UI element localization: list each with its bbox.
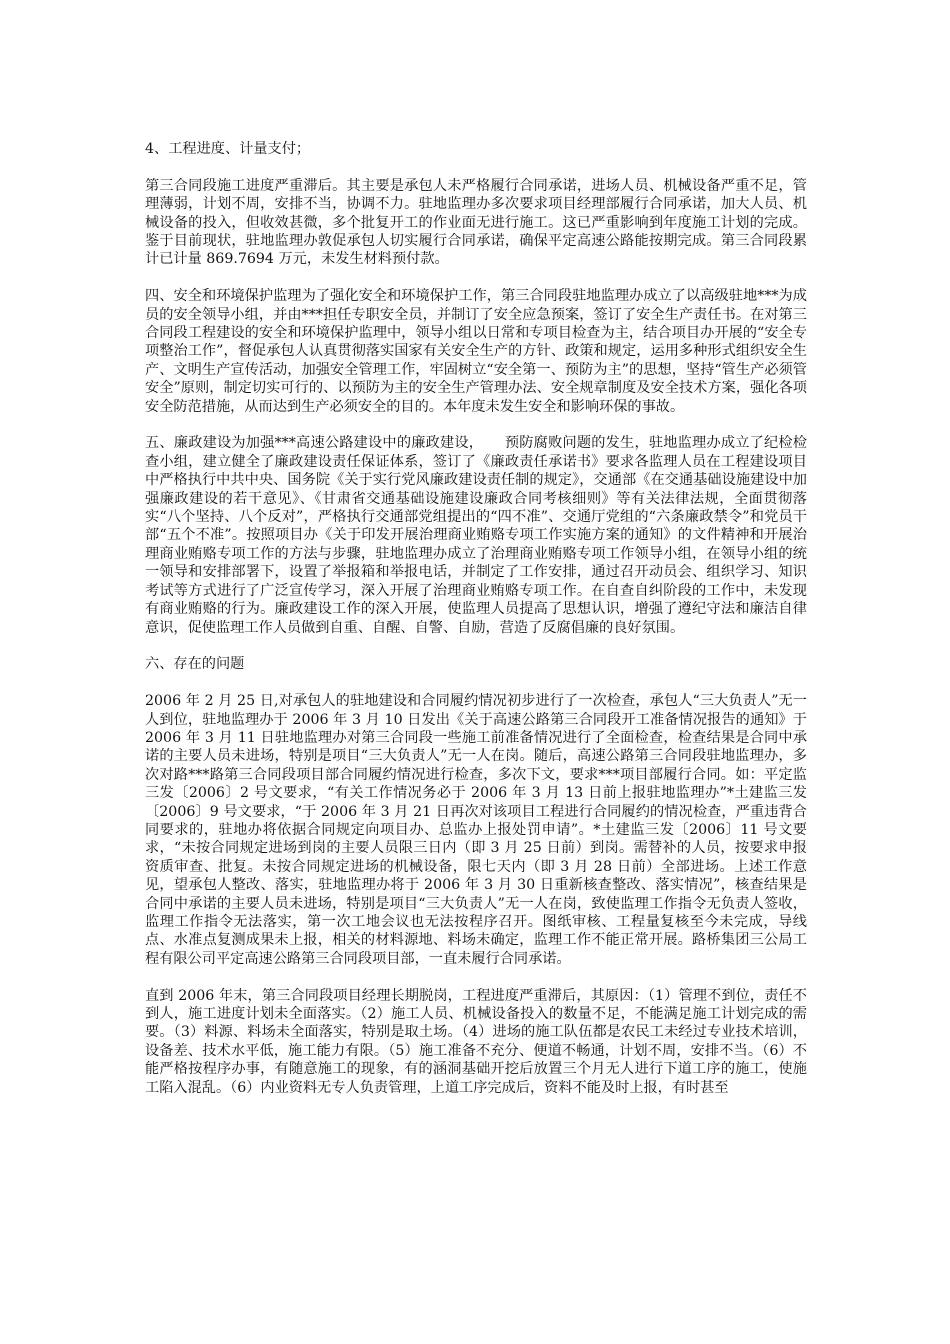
paragraph-progress: 第三合同段施工进度严重滞后。其主要是承包人未严格履行合同承诺，进场人员、机械设备严重不足，管理薄弱，计划不周，安排不当，协调不力。驻地监理办多次要求项目经理部履行合同承诺，加大人员、机械设备的投入，但收效甚微，多个批复开工的作业面无进行施工。这已严重影响到年度施工计划的完成。鉴于目前现状，驻地监理办敦促承包人切实履行合同承诺，确保平定高速公路能按期完成。第三合同段累计已计量 869.7694 万元，未发生材料预付款。 <box>145 177 807 268</box>
section-heading-problems: 六、存在的问题 <box>145 656 245 673</box>
paragraph-causes: 直到 2006 年末，第三合同段项目经理长期脱岗，工程进度严重滞后，其原因：（1）管理不到位，责任不到人，施工进度计划未全面落实。（2）施工人员、机械设备投入的数量不足，不能满足施工计划完成的需要。（3）料源、料场未全面落实，特别是取土场。（4）进场的施工队伍都是农民工未经过专业技术培训，设备差、技术水平低，施工能力有限。（5）施工准备不充分、便道不畅通，计划不周，安排不当。（6）不能严格按程序办事，有随意施工的现象，有的涵洞基础开挖后放置三个月无人进行下道工序的施工，使施工陷入混乱。（6）内业资料无专人负责管理，上道工序完成后，资料不能及时上报，有时甚至 <box>145 987 807 1096</box>
paragraph-problems-detail: 2006 年 2 月 25 日,对承包人的驻地建设和合同履约情况初步进行了一次检查，承包人“三大负责人”无一人到位，驻地监理办于 2006 年 3 月 10 日发出《关于高速公路第三合同段开工准备情况报告的通知》于 2006 年 3 月 11 日驻地监理办对第三合同段一些施工前准备情况进行了全面检查，检查结果是合同中承诺的主要人员未进场，特别是项目“三大负责人”无一人在岗。随后，高速公路第三合同段驻地监理办，多次对路***路第三合同段项目部合同履约情况进行检查，多次下文，要求***项目部履行合同。如：平定监三发〔2006〕2 号文要求，“有关工作情况务必于 2006 年 3 月 13 日前上报驻地监理办”*土建监三发〔2006〕9 号文要求，“于 2006 年 3 月 21 日再次对该项目工程进行合同履约的情况检查，严重违背合同要求的，驻地办将依据合同规定向项目办、总监办上报处罚申请”。*土建监三发〔2006〕11 号文要求，“未按合同规定进场到岗的主要人员限三日内（即 3 月 25 日前）到岗。需替补的人员，按要求申报资质审查、批复。未按合同规定进场的机械设备，限七天内（即 3 月 28 日前）全部进场。上述工作意见，望承包人整改、落实，驻地监理办将于 2006 年 3 月 30 日重新核查整改、落实情况”，核查结果是合同中承诺的主要人员未进场，特别是项目“三大负责人”无一人在岗，致使监理工作指令无负责人签收，监理工作指令无法落实，第一次工地会议也无法按程序召开。图纸审核、工程量复核至今未完成，导线点、水准点复测成果未上报，相关的材料源地、料场未确定，监理工作不能正常开展。路桥集团三公局工程有限公司平定高速公路第三合同段项目部，一直未履行合同承诺。 <box>145 693 807 967</box>
paragraph-safety: 四、安全和环境保护监理为了强化安全和环境保护工作，第三合同段驻地监理办成立了以高级驻地***为成员的安全领导小组，并由***担任专职安全员，并制订了安全应急预案，签订了安全生产责任书。在对第三合同段工程建设的安全和环境保护监理中，领导小组以日常和专项目检查为主，结合项目办开展的“安全专项整治工作”，督促承包人认真贯彻落实国家有关安全生产的方针、政策和规定，运用多种形式组织安全生产、文明生产宣传活动，加强安全管理工作，牢固树立“安全第一、预防为主”的思想，坚持“管生产必须管安全”原则，制定切实可行的、以预防为主的安全生产管理办法、安全规章制度及安全技术方案，强化各项安全防范措施，从而达到生产必须安全的目的。本年度未发生安全和影响环保的事故。 <box>145 288 807 415</box>
section-heading-progress: 4、工程进度、计量支付； <box>145 141 311 157</box>
document-body <box>145 140 807 1115</box>
paragraph-integrity: 五、廉政建设为加强***高速公路建设中的廉政建设， 预防腐败问题的发生，驻地监理办成立了纪检检查小组，建立健全了廉政建设责任保证体系，签订了《廉政责任承诺书》要求各监理人员在工程建设项目中严格执行中共中央、国务院《关于实行党风廉政建设责任制的规定》，交通部《在交通基础设施建设中加强廉政建设的若干意见》、《甘肃省交通基础设施建设廉政合同考核细则》等有关法律法规，全面贯彻落实“八个坚持、八个反对”，严格执行交通部党组提出的“四不准”、交通厅党组的“六条廉政禁令”和党员干部“五个不准”。按照项目办《关于印发开展治理商业贿赂专项工作实施方案的通知》的文件精神和开展治理商业贿赂专项工作的方法与步骤，驻地监理办成立了治理商业贿赂专项工作领导小组，在领导小组的统一领导和安排部署下，设置了举报箱和举报电话，并制定了工作安排，通过召开动员会、组织学习、知识考试等方式进行了广泛宣传学习，深入开展了治理商业贿赂专项工作。在自查自纠阶段的工作中，未发现有商业贿赂的行为。廉政建设工作的深入开展，使监理人员提高了思想认识，增强了遵纪守法和廉洁自律意识，促使监理工作人员做到自重、自醒、自警、自励，营造了反腐倡廉的良好氛围。 <box>145 435 807 636</box>
